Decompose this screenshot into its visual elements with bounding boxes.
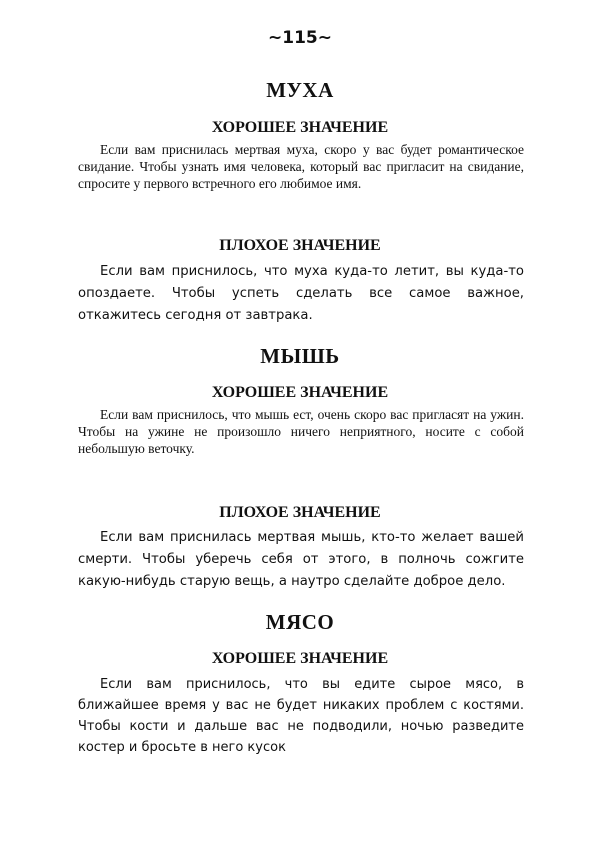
- bad-meaning-text: Если вам приснилось, что муха куда-то летит, вы куда-то опоздаете. Чтобы успеть сделать все самое важное, откажитесь сегодня от завтрака.: [78, 264, 524, 323]
- good-meaning-text: Если вам приснилось, что мышь ест, очень скоро вас пригласят на ужин. Чтобы на ужине не произошло ничего неприятного, носите с собой небольшую веточку.: [78, 407, 524, 456]
- bad-meaning-text: Если вам приснилась мертвая мышь, кто-то желает вашей смерти. Чтобы уберечь себя от этого, в полночь сожгите какую-нибудь старую вещь, а наутро сделайте доброе дело.: [78, 530, 524, 589]
- section-title-mouse: МЫШЬ: [260, 344, 340, 368]
- bad-meaning-heading: ПЛОХОЕ ЗНАЧЕНИЕ: [219, 504, 381, 521]
- good-meaning-heading: ХОРОШЕЕ ЗНАЧЕНИЕ: [211, 650, 389, 667]
- page-number: ~115~: [268, 28, 332, 48]
- section-title-fly: МУХА: [266, 78, 334, 102]
- good-meaning-heading: ХОРОШЕЕ ЗНАЧЕНИЕ: [211, 119, 389, 136]
- bad-meaning-heading: ПЛОХОЕ ЗНАЧЕНИЕ: [219, 237, 381, 254]
- good-meaning-text: Если вам приснилась мертвая муха, скоро у вас будет романтическое свидание. Чтобы узнать имя человека, который вас пригласит на свидание, спросите у первого встречного его любимое имя.: [78, 142, 524, 191]
- good-meaning-heading: ХОРОШЕЕ ЗНАЧЕНИЕ: [211, 384, 389, 401]
- section-title-meat: МЯСО: [265, 610, 335, 634]
- good-meaning-text: Если вам приснилось, что вы едите сырое мясо, в ближайшее время у вас не будет никаких проблем с костями. Чтобы кости и дальше вас не подводили, ночью разведите костер и бросьте в него кусок: [78, 677, 524, 755]
